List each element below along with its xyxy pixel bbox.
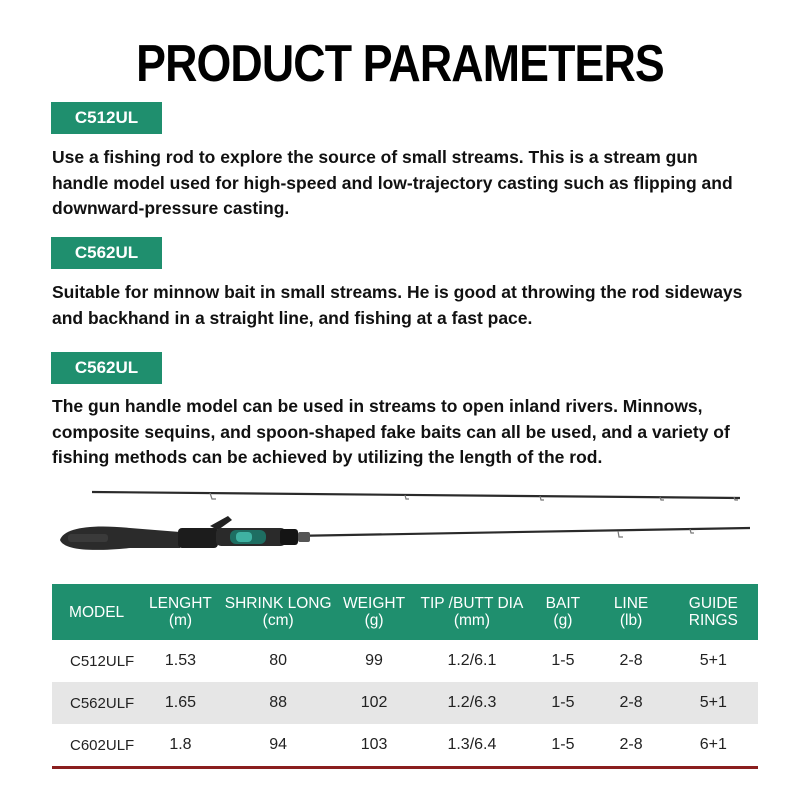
cell-guide-rings: 5+1 <box>669 682 758 724</box>
parameters-table <box>52 584 758 769</box>
table-row <box>52 724 758 768</box>
cell-model: C562ULF <box>52 682 141 724</box>
cell-bait: 1-5 <box>532 682 593 724</box>
cell-guide-rings: 5+1 <box>699 652 727 669</box>
cell-weight: 99 <box>365 652 383 669</box>
header-length: LENGHT (m) <box>141 584 219 640</box>
cell-tip-butt-dia: 1.2/6.1 <box>447 652 497 669</box>
cell-tip-butt-dia: 1.2/6.3 <box>411 682 532 724</box>
cell-shrink-long: 88 <box>220 682 337 724</box>
model-description-1: Use a fishing rod to explore the source of small streams. This is a stream gun handle model used for high-speed and low-trajectory casting such as flipping and downward-pressure casting. <box>52 147 733 218</box>
model-description-2: Suitable for minnow bait in small streams. He is good at throwing the rod sideways and backhand in a straight line, and fishing at a fast pace. <box>52 282 743 328</box>
header-guide-rings: GUIDE RINGS <box>669 584 758 640</box>
cell-guide-rings: 6+1 <box>669 724 758 768</box>
header-line: LINE (lb) <box>593 584 668 640</box>
cell-line: 2-8 <box>593 682 668 724</box>
table-row <box>52 640 758 682</box>
header-bait: BAIT (g) <box>532 584 593 640</box>
cell-line: 2-8 <box>619 652 643 669</box>
cell-bait: 1-5 <box>532 724 593 768</box>
cell-bait: 1-5 <box>551 652 575 669</box>
cell-line: 2-8 <box>593 724 668 768</box>
header-weight: WEIGHT (g) <box>337 584 412 640</box>
cell-length: 1.65 <box>141 682 219 724</box>
table-row <box>52 682 758 724</box>
page-title: PRODUCT PARAMETERS <box>136 35 664 93</box>
cell-weight: 103 <box>337 724 412 768</box>
header-shrink-long: SHRINK LONG (cm) <box>220 584 337 640</box>
cell-shrink-long: 80 <box>269 652 288 669</box>
cell-model: C602ULF <box>52 724 141 768</box>
cell-length: 1.53 <box>164 652 197 669</box>
model-tag-1: C512UL <box>51 102 162 134</box>
model-tag-3: C562UL <box>51 352 162 384</box>
cell-weight: 102 <box>337 682 412 724</box>
model-tag-2: C562UL <box>51 237 162 269</box>
cell-shrink-long: 94 <box>220 724 337 768</box>
header-model: MODEL <box>52 584 141 640</box>
header-tip-butt-dia: TIP /BUTT DIA (mm) <box>411 584 532 640</box>
cell-tip-butt-dia: 1.3/6.4 <box>411 724 532 768</box>
table-header-row <box>52 584 758 640</box>
model-description-3: The gun handle model can be used in streams to open inland rivers. Minnows, composite sequins, and spoon-shaped fake baits can all be used, and a variety of fishing methods can be achieved by utilizing the length of the rod. <box>52 396 730 467</box>
cell-model: C512ULF <box>70 652 135 670</box>
fishing-rod-image <box>50 478 770 578</box>
cell-length: 1.8 <box>141 724 219 768</box>
